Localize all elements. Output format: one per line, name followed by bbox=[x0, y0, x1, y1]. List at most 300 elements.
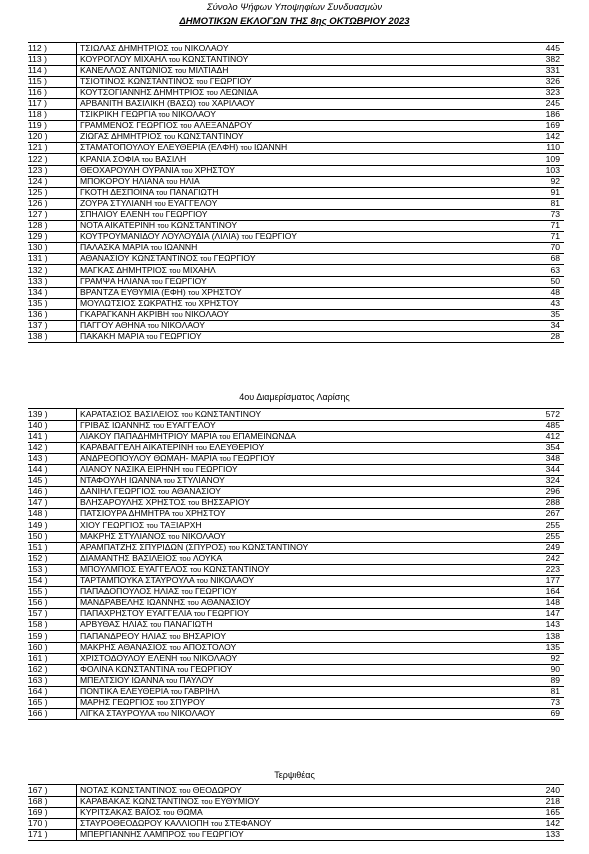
page-subtitle bbox=[0, 16, 589, 27]
vote-count: 572 bbox=[545, 408, 560, 419]
candidate-name bbox=[80, 109, 216, 120]
candidate-name bbox=[80, 829, 244, 840]
candidate-given: ΔΙΑΜΑΝΤΗΣ ΒΑΣΙΛΕΙΟΣ bbox=[80, 552, 180, 563]
father-prefix: του bbox=[175, 65, 189, 75]
father-name: ΓΕΩΡΓΙΟΥ bbox=[165, 209, 208, 219]
vote-count: 164 bbox=[545, 586, 560, 597]
father-name: ΓΕΩΡΓΙΟΥ bbox=[164, 275, 207, 286]
candidate-name bbox=[80, 785, 242, 796]
father-name: ΠΑΥΛΟΥ bbox=[179, 674, 214, 685]
candidate-name bbox=[80, 420, 216, 431]
vote-count: 148 bbox=[545, 597, 560, 608]
father-name: ΓΕΩΡΓΙΟΥ bbox=[201, 828, 244, 839]
candidate-number: 168 ) bbox=[28, 795, 48, 806]
vote-count: 142 bbox=[545, 817, 560, 828]
candidate-number: 151 ) bbox=[28, 541, 48, 552]
vote-count: 382 bbox=[545, 53, 560, 64]
candidate-number: 170 ) bbox=[28, 817, 48, 828]
candidate-number: 156 ) bbox=[28, 597, 48, 608]
candidate-name bbox=[80, 253, 256, 264]
candidate-name bbox=[80, 597, 251, 608]
vote-count: 147 bbox=[545, 608, 560, 619]
candidate-name bbox=[80, 176, 200, 187]
father-prefix: του bbox=[196, 576, 211, 585]
vote-count: 69 bbox=[550, 708, 560, 719]
vote-count: 331 bbox=[545, 64, 560, 75]
candidate-given: ΘΕΟΧΑΡΟΥΛΗ ΟΥΡΑΝΙΑ bbox=[80, 164, 182, 175]
father-prefix: του bbox=[146, 332, 160, 342]
father-name: ΘΕΟΔΩΡΟΥ bbox=[192, 784, 242, 795]
father-name: ΚΩΝΣΤΑΝΤΙΝΟΥ bbox=[182, 53, 249, 64]
candidate-name bbox=[80, 586, 237, 597]
father-name: ΜΙΛΤΙΑΔΗ bbox=[188, 64, 229, 75]
candidate-given: ΣΤΑΜΑΤΟΠΟΥΛΟΥ ΕΛΕΥΘΕΡΙΑ (ΕΛΦΗ) bbox=[80, 142, 241, 153]
candidate-given: ΣΠΗΛΙΟΥ ΕΛΕΝΗ bbox=[80, 209, 153, 219]
candidate-name bbox=[80, 442, 264, 453]
table-row bbox=[28, 708, 564, 720]
candidate-number: 164 ) bbox=[28, 686, 48, 696]
candidate-given: ΑΘΑΝΑΣΙΟΥ ΚΩΝΣΤΑΝΤΙΝΟΣ bbox=[80, 253, 201, 264]
candidate-name bbox=[80, 642, 236, 653]
vote-count: 142 bbox=[545, 131, 560, 142]
vote-count: 485 bbox=[545, 419, 560, 430]
candidate-name bbox=[80, 265, 216, 276]
father-prefix: του bbox=[219, 431, 233, 441]
father-name: ΚΩΝΣΤΑΝΤΙΝΟΥ bbox=[170, 220, 238, 231]
candidate-given: ΛΙΑΚΟΥ ΠΑΠΑΔΗΜΗΤΡΙΟΥ ΜΑΡΙΑ bbox=[80, 430, 220, 441]
vote-count: 412 bbox=[545, 430, 560, 441]
father-prefix: του bbox=[156, 698, 171, 708]
candidate-given: ΚΥΡΙΤΣΑΚΑΣ ΒΑΪΟΣ bbox=[80, 806, 164, 817]
candidate-number: 165 ) bbox=[28, 697, 48, 708]
vote-count: 326 bbox=[545, 75, 560, 86]
candidate-number: 132 ) bbox=[28, 264, 48, 275]
section-label: 4ου Διαμερίσματος Λαρίσης bbox=[239, 392, 350, 402]
candidate-number: 124 ) bbox=[28, 175, 48, 186]
page-subtitle-text: ΔΗΜΟΤΙΚΩΝ ΕΚΛΟΓΩΝ ΤΗΣ 8ης ΟΚΤΩΒΡΙΟΥ 2023 bbox=[179, 16, 410, 27]
father-name: ΓΕΩΡΓΙΟΥ bbox=[232, 452, 275, 463]
father-prefix: του bbox=[184, 298, 199, 308]
vote-count: 89 bbox=[550, 674, 560, 685]
candidate-number: 131 ) bbox=[28, 253, 48, 264]
candidate-number: 144 ) bbox=[28, 464, 48, 474]
father-prefix: του bbox=[156, 187, 170, 197]
father-name: ΓΕΩΡΓΙΟΥ bbox=[209, 75, 252, 86]
father-name: ΧΡΗΣΤΟΥ bbox=[198, 297, 239, 308]
candidate-given: ΑΡΒΑΝΙΤΗ ΒΑΣΙΛΙΚΗ (ΒΑΣΩ) bbox=[80, 98, 199, 108]
father-name: ΑΠΟΣΤΟΛΟΥ bbox=[183, 641, 237, 652]
candidate-number: 159 ) bbox=[28, 630, 48, 641]
father-prefix: του bbox=[188, 829, 202, 839]
candidate-name bbox=[80, 453, 275, 464]
vote-count: 81 bbox=[550, 197, 560, 208]
father-prefix: του bbox=[198, 99, 212, 108]
father-name: ΝΙΚΟΛΑΟΥ bbox=[171, 708, 216, 719]
father-name: ΓΕΩΡΓΙΟΥ bbox=[255, 231, 297, 242]
candidate-given: ΠΑΠΑΔΟΠΟΥΛΟΣ ΗΛΙΑΣ bbox=[80, 586, 182, 597]
father-prefix: του bbox=[181, 165, 195, 175]
candidate-given: ΝΤΑΦΟΥΛΗ ΙΩΑΝΝΑ bbox=[80, 475, 164, 486]
candidate-name bbox=[80, 87, 258, 98]
candidate-name bbox=[80, 486, 221, 497]
father-name: ΒΗΣΑΡΙΟΥ bbox=[182, 630, 227, 641]
father-name: ΙΩΑΝΝΗ bbox=[164, 242, 198, 253]
vote-count: 165 bbox=[545, 806, 560, 817]
vote-count: 92 bbox=[550, 175, 560, 186]
candidate-given: ΝΟΤΑ ΑΙΚΑΤΕΡΙΝΗ bbox=[80, 220, 158, 231]
father-name: ΓΕΩΡΓΙΟΥ bbox=[213, 253, 256, 264]
candidate-given: ΤΣΙΚΡΙΚΗ ΓΕΩΡΓΙΑ bbox=[80, 109, 159, 120]
father-name: ΛΕΩΝΙΔΑ bbox=[220, 86, 258, 97]
father-prefix: του bbox=[152, 420, 167, 430]
father-prefix: του bbox=[169, 642, 184, 652]
father-name: ΛΟΥΚΑ bbox=[192, 552, 223, 563]
candidate-given: ΖΟΥΡΑ ΣΤΥΛΙΑΝΗ bbox=[80, 197, 155, 208]
vote-count: 288 bbox=[545, 497, 560, 508]
vote-count: 50 bbox=[550, 275, 560, 286]
candidate-number: 137 ) bbox=[28, 320, 48, 330]
candidate-given: ΜΑΚΡΗΣ ΑΘΑΝΑΣΙΟΣ bbox=[80, 641, 170, 652]
candidate-number: 121 ) bbox=[28, 142, 48, 153]
candidate-name bbox=[80, 542, 308, 553]
candidate-name bbox=[80, 276, 207, 287]
vote-count: 324 bbox=[545, 475, 560, 486]
candidate-name bbox=[80, 664, 232, 675]
candidate-given: ΚΑΡΑΒΑΓΓΕΛΗ ΑΙΚΑΤΕΡΙΝΗ bbox=[80, 441, 196, 452]
father-name: ΑΛΕΞΑΝΔΡΟΥ bbox=[193, 120, 253, 131]
candidate-name bbox=[80, 298, 239, 309]
section-label: Τερψιθέας bbox=[274, 770, 315, 780]
candidate-name bbox=[80, 231, 297, 242]
father-name: ΓΕΩΡΓΙΟΥ bbox=[194, 586, 237, 597]
candidate-given: ΜΑΡΗΣ ΓΕΩΡΓΙΟΣ bbox=[80, 697, 157, 708]
candidate-number: 129 ) bbox=[28, 231, 48, 242]
father-name: ΓΑΒΡΙΗΛ bbox=[184, 686, 220, 696]
vote-count: 348 bbox=[545, 452, 560, 463]
vote-count: 103 bbox=[545, 164, 560, 175]
candidate-number: 126 ) bbox=[28, 197, 48, 208]
father-name: ΕΠΑΜΕΙΝΩΝΔΑ bbox=[232, 430, 296, 441]
vote-count: 223 bbox=[545, 563, 560, 574]
candidate-given: ΜΑΚΡΗΣ ΣΤΥΛΙΑΝΟΣ bbox=[80, 530, 169, 541]
vote-count: 249 bbox=[545, 541, 560, 552]
candidate-number: 149 ) bbox=[28, 519, 48, 530]
candidate-number: 122 ) bbox=[28, 153, 48, 164]
vote-count: 73 bbox=[550, 697, 560, 708]
vote-count: 92 bbox=[550, 652, 560, 663]
candidate-name bbox=[80, 331, 202, 342]
candidate-name bbox=[80, 209, 208, 220]
father-name: ΓΕΩΡΓΙΟΥ bbox=[190, 663, 233, 674]
father-name: ΕΥΑΓΓΕΛΟΥ bbox=[167, 197, 218, 208]
candidate-number: 143 ) bbox=[28, 452, 48, 463]
father-prefix: του bbox=[182, 465, 196, 474]
father-prefix: του bbox=[171, 509, 186, 519]
candidate-name bbox=[80, 165, 235, 176]
father-name: ΝΙΚΟΛΑΟΥ bbox=[184, 42, 229, 53]
candidate-given: ΖΙΩΓΑΣ ΔΗΜΗΤΡΙΟΣ bbox=[80, 131, 165, 142]
candidate-given: ΒΛΗΣΑΡΟΥΛΗΣ ΧΡΗΣΤΟΣ bbox=[80, 497, 189, 508]
candidate-number: 146 ) bbox=[28, 486, 48, 497]
candidate-number: 133 ) bbox=[28, 275, 48, 286]
candidate-number: 152 ) bbox=[28, 552, 48, 563]
candidate-given: ΜΟΥΛΩΤΣΙΟΣ ΣΩΚΡΑΤΗΣ bbox=[80, 297, 185, 308]
father-name: ΑΘΑΝΑΣΙΟΥ bbox=[201, 597, 251, 608]
father-prefix: του bbox=[163, 807, 177, 817]
candidate-name bbox=[80, 287, 242, 298]
vote-count: 63 bbox=[550, 264, 560, 275]
vote-count: 344 bbox=[545, 464, 560, 474]
candidate-given: ΜΑΝΔΡΑΒΕΛΗΣ ΙΩΑΝΝΗΣ bbox=[80, 597, 188, 608]
father-prefix: του bbox=[170, 687, 185, 696]
candidate-given: ΠΑΠΑΝΔΡΕΟΥ ΗΛΙΑΣ bbox=[80, 630, 170, 641]
vote-count: 110 bbox=[546, 142, 560, 153]
father-prefix: του bbox=[168, 531, 182, 541]
father-name: ΕΛΕΥΘΕΡΙΟΥ bbox=[209, 441, 265, 452]
father-name: ΕΥΘΥΜΙΟΥ bbox=[214, 795, 260, 806]
father-name: ΠΑΝΑΓΙΩΤΗ bbox=[163, 619, 213, 630]
candidate-number: 145 ) bbox=[28, 475, 48, 486]
candidate-number: 140 ) bbox=[28, 419, 48, 430]
vote-count: 68 bbox=[550, 253, 560, 264]
candidate-name bbox=[80, 686, 220, 697]
candidate-given: ΓΡΑΜΨΑ ΗΛΙΑΝΑ bbox=[80, 275, 152, 286]
vote-count: 245 bbox=[545, 98, 560, 108]
father-prefix: του bbox=[154, 198, 168, 208]
candidate-given: ΚΑΡΑΤΑΣΙΟΣ ΒΑΣΙΛΕΙΟΣ bbox=[80, 408, 182, 419]
candidate-name bbox=[80, 142, 287, 153]
father-name: ΜΙΧΑΗΛ bbox=[182, 264, 216, 275]
candidate-given: ΠΑΚΑΚΗ ΜΑΡΙΑ bbox=[80, 331, 147, 342]
father-prefix: του bbox=[166, 675, 180, 685]
candidate-number: 119 ) bbox=[28, 120, 47, 131]
father-name: ΝΙΚΟΛΑΟΥ bbox=[181, 530, 226, 541]
candidate-given: ΧΙΟΥ ΓΕΩΡΓΙΟΣ bbox=[80, 519, 147, 530]
candidate-name bbox=[80, 242, 197, 253]
father-prefix: του bbox=[158, 487, 172, 497]
father-prefix: του bbox=[193, 609, 208, 619]
candidate-given: ΣΤΑΥΡΟΘΕΟΔΩΡΟΥ ΚΑΛΛΙΟΠΗ bbox=[80, 817, 212, 828]
candidate-name bbox=[80, 531, 226, 542]
father-prefix: του bbox=[181, 409, 195, 419]
candidate-name bbox=[80, 187, 218, 198]
vote-count: 267 bbox=[545, 508, 560, 519]
candidate-given: ΜΠΕΡΓΙΑΝΝΗΣ ΛΑΜΠΡΟΣ bbox=[80, 828, 189, 839]
father-prefix: του bbox=[228, 542, 243, 552]
father-prefix: του bbox=[219, 453, 233, 463]
candidate-number: 136 ) bbox=[28, 308, 48, 319]
father-name: ΧΡΗΣΤΟΥ bbox=[201, 286, 242, 297]
father-prefix: του bbox=[158, 110, 172, 120]
father-name: ΤΑΞΙΑΡΧΗ bbox=[160, 519, 202, 530]
candidate-name bbox=[80, 65, 228, 76]
candidate-number: 158 ) bbox=[28, 619, 48, 630]
vote-count: 240 bbox=[545, 784, 560, 795]
vote-count: 34 bbox=[550, 320, 560, 330]
father-name: ΓΕΩΡΓΙΟΥ bbox=[159, 331, 202, 342]
vote-count: 73 bbox=[550, 209, 560, 219]
candidate-name bbox=[80, 198, 217, 209]
candidate-name bbox=[80, 431, 296, 442]
candidate-number: 134 ) bbox=[28, 286, 48, 297]
father-name: ΝΙΚΟΛΑΟΥ bbox=[210, 575, 255, 585]
candidate-given: ΧΡΙΣΤΟΔΟΥΛΟΥ ΕΛΕΝΗ bbox=[80, 652, 180, 663]
candidate-given: ΒΡΑΝΤΖΑ ΕΥΘΥΜΙΑ (ΕΦΗ) bbox=[80, 286, 189, 297]
candidate-given: ΛΙΑΝΟΥ ΝΑΣΙΚΑ ΕΙΡΗΝΗ bbox=[80, 464, 183, 474]
father-prefix: του bbox=[147, 321, 161, 330]
candidate-name bbox=[80, 818, 272, 829]
candidate-name bbox=[80, 131, 244, 142]
candidate-name bbox=[80, 76, 252, 87]
candidate-number: 120 ) bbox=[28, 131, 48, 142]
vote-count: 91 bbox=[550, 186, 560, 197]
candidate-name bbox=[80, 697, 205, 708]
vote-count: 354 bbox=[545, 441, 560, 452]
father-name: ΑΘΑΝΑΣΙΟΥ bbox=[171, 486, 222, 497]
candidate-name bbox=[80, 154, 186, 165]
father-prefix: του bbox=[240, 143, 254, 153]
candidate-number: 155 ) bbox=[28, 586, 48, 597]
candidate-given: ΔΑΝΙΗΛ ΓΕΩΡΓΙΟΣ bbox=[80, 486, 159, 497]
candidate-given: ΚΟΥΡΟΓΛΟΥ ΜΙΧΑΗΛ bbox=[80, 53, 169, 64]
father-prefix: του bbox=[166, 176, 180, 186]
candidate-name bbox=[80, 631, 226, 642]
father-prefix: του bbox=[206, 87, 221, 97]
father-prefix: του bbox=[157, 709, 171, 719]
candidate-number: 114 ) bbox=[28, 64, 47, 75]
candidate-name bbox=[80, 575, 254, 586]
candidate-number: 130 ) bbox=[28, 242, 48, 253]
candidate-name bbox=[80, 619, 212, 630]
vote-count: 109 bbox=[545, 153, 560, 164]
candidate-number: 153 ) bbox=[28, 563, 48, 574]
page-title: Σύνολο Ψήφων Υποψηφίων Συνδυασμών bbox=[206, 2, 383, 13]
candidate-number: 135 ) bbox=[28, 297, 48, 308]
candidate-name bbox=[80, 309, 229, 320]
father-name: ΚΩΝΣΤΑΝΤΙΝΟΥ bbox=[242, 541, 309, 552]
candidate-name bbox=[80, 553, 222, 564]
candidate-number: 115 ) bbox=[28, 75, 47, 86]
father-prefix: του bbox=[169, 631, 183, 641]
candidate-given: ΚΑΝΕΛΛΟΣ ΑΝΤΩΝΙΟΣ bbox=[80, 64, 176, 75]
candidate-number: 157 ) bbox=[28, 608, 48, 619]
candidate-number: 147 ) bbox=[28, 497, 48, 508]
candidate-given: ΤΑΡΤΑΜΠΟΥΚΑ ΣΤΑΥΡΟΥΛΑ bbox=[80, 575, 197, 585]
father-name: ΧΡΗΣΤΟΥ bbox=[194, 164, 235, 175]
candidate-given: ΜΠΟΥΛΜΠΟΣ ΕΥΑΓΓΕΛΟΣ bbox=[80, 563, 191, 574]
father-prefix: του bbox=[179, 553, 193, 563]
candidate-given: ΚΑΡΑΒΑΚΑΣ ΚΩΝΣΤΑΝΤΙΝΟΣ bbox=[80, 795, 202, 806]
candidate-number: 116 ) bbox=[28, 86, 47, 97]
vote-count: 71 bbox=[550, 220, 560, 231]
candidate-number: 163 ) bbox=[28, 674, 48, 685]
candidate-given: ΝΟΤΑΣ ΚΩΝΣΤΑΝΤΙΝΟΣ bbox=[80, 784, 180, 795]
father-name: ΣΤΥΛΙΑΝΟΥ bbox=[177, 475, 225, 486]
candidate-number: 166 ) bbox=[28, 708, 48, 719]
father-name: ΓΕΩΡΓΙΟΥ bbox=[195, 464, 238, 474]
vote-count: 133 bbox=[545, 828, 560, 839]
father-name: ΣΠΥΡΟΥ bbox=[170, 697, 206, 708]
candidate-number: 123 ) bbox=[28, 164, 48, 175]
candidate-number: 127 ) bbox=[28, 209, 48, 219]
candidate-given: ΑΡΑΜΠΑΤΖΗΣ ΣΠΥΡΙΔΩΝ (ΣΠΥΡΟΣ) bbox=[80, 541, 229, 552]
father-prefix: του bbox=[201, 796, 215, 806]
father-prefix: του bbox=[171, 43, 185, 53]
father-prefix: του bbox=[141, 154, 156, 164]
father-name: ΚΩΝΣΤΑΝΤΙΝΟΥ bbox=[203, 563, 270, 574]
candidate-number: 138 ) bbox=[28, 331, 48, 342]
candidate-name bbox=[80, 708, 215, 719]
father-name: ΝΙΚΟΛΑΟΥ bbox=[193, 652, 238, 663]
vote-count: 218 bbox=[545, 795, 560, 806]
candidate-number: 154 ) bbox=[28, 575, 48, 585]
father-prefix: του bbox=[180, 121, 194, 131]
candidate-given: ΓΡΑΜΜΕΝΟΣ ΓΕΩΡΓΙΟΣ bbox=[80, 120, 181, 131]
father-name: ΝΙΚΟΛΑΟΥ bbox=[161, 320, 206, 330]
candidate-name bbox=[80, 675, 214, 686]
candidate-given: ΑΝΔΡΕΟΠΟΥΛΟΥ ΘΩΜΑΗ- ΜΑΡΙΑ bbox=[80, 452, 220, 463]
father-prefix: του bbox=[196, 76, 210, 86]
candidate-name bbox=[80, 409, 261, 420]
candidate-number: 171 ) bbox=[28, 828, 48, 839]
candidate-name bbox=[80, 608, 249, 619]
vote-count: 177 bbox=[545, 575, 560, 585]
father-prefix: του bbox=[179, 653, 194, 663]
vote-count: 445 bbox=[545, 42, 560, 53]
candidate-name bbox=[80, 220, 237, 231]
candidate-number: 128 ) bbox=[28, 220, 48, 231]
candidate-number: 148 ) bbox=[28, 508, 48, 519]
father-prefix: του bbox=[152, 210, 166, 219]
father-prefix: του bbox=[241, 232, 256, 242]
candidate-number: 169 ) bbox=[28, 806, 48, 817]
candidate-number: 150 ) bbox=[28, 530, 48, 541]
candidate-given: ΚΟΥΤΡΟΥΜΑΝΙΔΟΥ ΛΟΥΛΟΥΔΙΑ (ΛΙΛΙΑ) bbox=[80, 231, 242, 242]
father-name: ΒΑΣΙΛΗ bbox=[155, 153, 187, 164]
vote-count: 242 bbox=[545, 552, 560, 563]
father-prefix: του bbox=[211, 818, 225, 828]
vote-count: 169 bbox=[545, 120, 560, 131]
father-name: ΒΗΣΣΑΡΙΟΥ bbox=[201, 497, 251, 508]
father-prefix: του bbox=[169, 265, 183, 275]
vote-count: 186 bbox=[545, 109, 560, 120]
father-prefix: του bbox=[195, 442, 210, 452]
father-prefix: του bbox=[164, 132, 178, 142]
candidate-given: ΤΣΙΟΤΙΝΟΣ ΚΩΝΣΤΑΝΤΙΝΟΣ bbox=[80, 75, 197, 86]
candidate-number: 141 ) bbox=[28, 430, 48, 441]
candidate-number: 162 ) bbox=[28, 663, 48, 674]
candidate-given: ΚΡΑΝΙΑ ΣΟΦΙΑ bbox=[80, 153, 142, 164]
candidate-number: 160 ) bbox=[28, 641, 48, 652]
father-prefix: του bbox=[177, 664, 191, 674]
father-name: ΗΛΙΑ bbox=[179, 175, 200, 186]
candidate-given: ΛΙΓΚΑ ΣΤΑΥΡΟΥΛΑ bbox=[80, 708, 158, 719]
father-name: ΙΩΑΝΝΗ bbox=[254, 142, 288, 153]
father-prefix: του bbox=[181, 587, 195, 597]
candidate-number: 113 ) bbox=[28, 53, 47, 64]
father-prefix: του bbox=[151, 276, 165, 286]
father-prefix: του bbox=[179, 785, 193, 795]
candidate-name bbox=[80, 564, 270, 575]
father-prefix: του bbox=[150, 243, 165, 253]
candidate-name bbox=[80, 120, 252, 131]
candidate-given: ΠΑΤΣΙΟΥΡΑ ΔΗΜΗΤΡΑ bbox=[80, 508, 172, 519]
father-prefix: του bbox=[188, 287, 202, 297]
candidate-name bbox=[80, 497, 250, 508]
vote-count: 255 bbox=[545, 519, 560, 530]
candidate-name bbox=[80, 475, 225, 486]
candidate-name bbox=[80, 464, 238, 475]
